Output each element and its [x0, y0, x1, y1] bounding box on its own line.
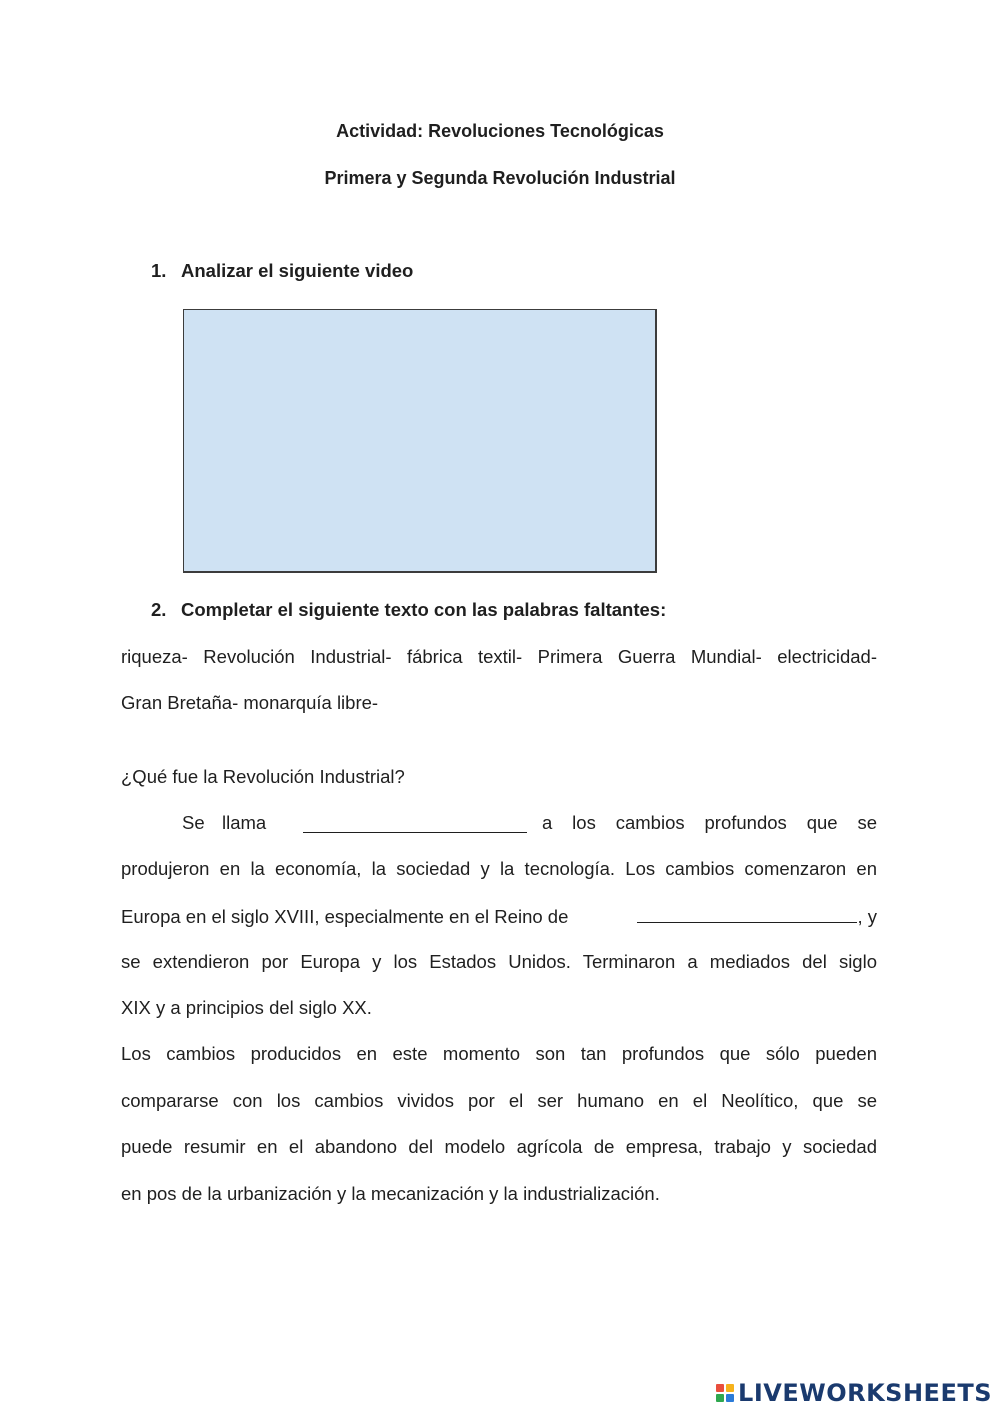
- paragraph-1-line-1-llama: [222, 812, 266, 834]
- logo-square-4: [726, 1394, 734, 1402]
- question-2-number: 2.: [151, 599, 167, 620]
- question-2-text: Completar el siguiente texto con las palabras faltantes:: [181, 599, 667, 620]
- video-placeholder[interactable]: [183, 309, 657, 573]
- logo-square-3: [716, 1394, 724, 1402]
- blank-field-2[interactable]: [637, 904, 857, 923]
- question-1-heading: [151, 260, 413, 282]
- paragraph-1-line-4: se extendieron por Europa y los Estados Unidos. Terminaron a mediados del siglo: [121, 951, 877, 972]
- paragraph-2-line-4: en pos de la urbanización y la mecanización y la industrialización.: [121, 1183, 660, 1204]
- logo-text: LIVEWORKSHEETS: [738, 1379, 992, 1407]
- word-bank-line-2: Gran Bretaña- monarquía libre-: [121, 692, 379, 713]
- blank-field-1[interactable]: [303, 814, 527, 833]
- paragraph-1-line-1-end: a los cambios profundos que se: [542, 812, 877, 833]
- page-subtitle: Primera y Segunda Revolución Industrial: [324, 168, 676, 188]
- question-1-number: 1.: [151, 260, 167, 281]
- paragraph-1-line-5: XIX y a principios del siglo XX.: [121, 997, 372, 1018]
- paragraph-1-line-3-before: Europa en el siglo XVIII, especialmente en el Reino de: [121, 906, 569, 927]
- paragraph-1-line-1-start: [182, 812, 205, 834]
- passage-question: ¿Qué fue la Revolución Industrial?: [121, 766, 405, 787]
- question-2-heading: [151, 599, 666, 621]
- paragraph-1-line-3-after: , y: [857, 906, 877, 927]
- paragraph-2-line-3: puede resumir en el abandono del modelo agrícola de empresa, trabajo y sociedad: [121, 1136, 877, 1157]
- paragraph-2-line-1: Los cambios producidos en este momento son tan profundos que sólo pueden: [121, 1043, 877, 1064]
- logo-squares-icon: [716, 1384, 734, 1402]
- paragraph-2-line-2: compararse con los cambios vividos por el ser humano en el Neolítico, que se: [121, 1090, 877, 1111]
- paragraph-1-line-3-tail: [637, 904, 877, 928]
- logo-square-1: [716, 1384, 724, 1392]
- word-bank-line-1: riqueza- Revolución Industrial- fábrica textil- Primera Guerra Mundial- electricidad-: [121, 646, 877, 667]
- word-se: Se: [182, 812, 205, 833]
- paragraph-1-line-3: [121, 904, 877, 928]
- paragraph-1-line-2: produjeron en la economía, la sociedad y la tecnología. Los cambios comenzaron en: [121, 858, 877, 879]
- word-llama: llama: [222, 812, 267, 833]
- liveworksheets-logo: [716, 1379, 992, 1407]
- question-1-text: Analizar el siguiente video: [181, 260, 414, 281]
- page-title: Actividad: Revoluciones Tecnológicas: [336, 121, 664, 141]
- logo-square-2: [726, 1384, 734, 1392]
